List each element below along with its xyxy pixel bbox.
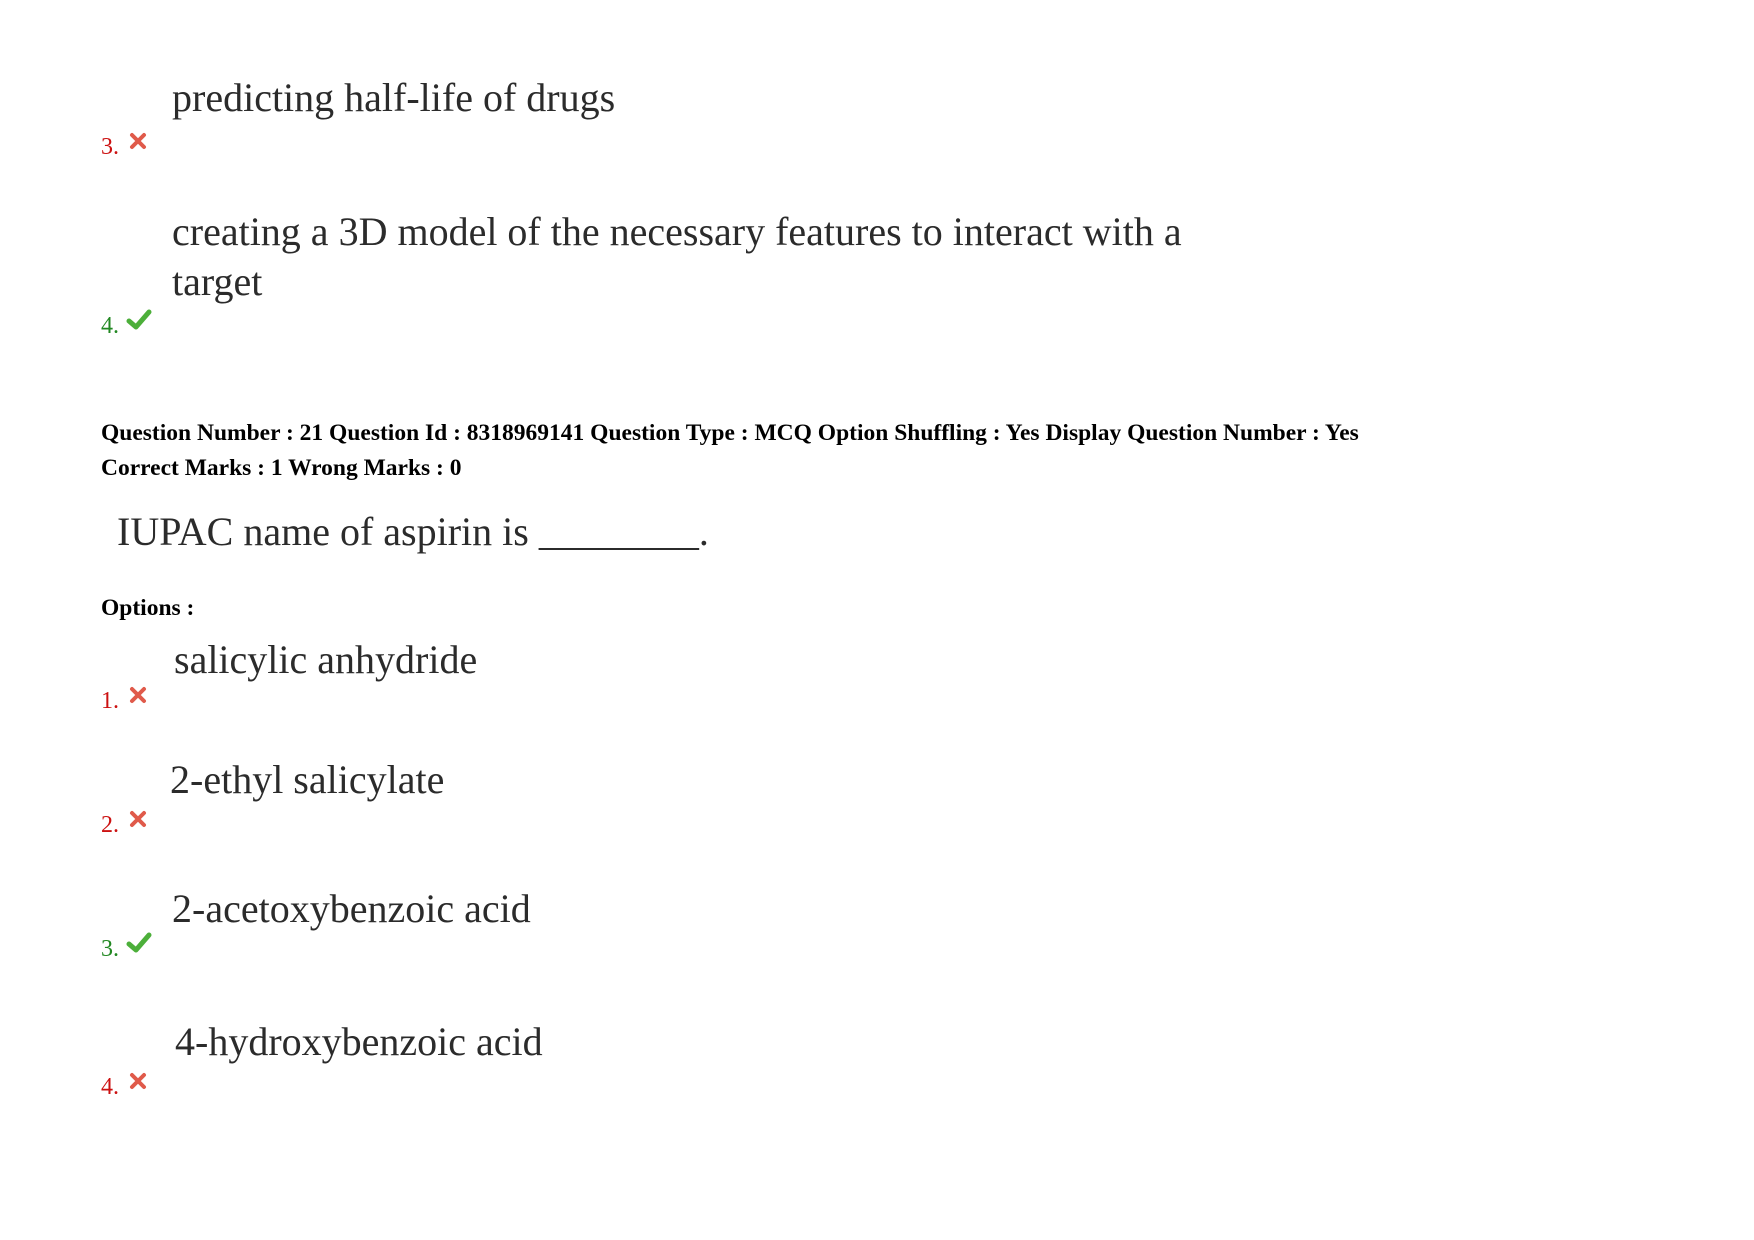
option-text: 2-ethyl salicylate <box>170 757 445 802</box>
question-text: IUPAC name of aspirin is ________. <box>117 509 709 554</box>
option-number: 3. <box>101 134 119 160</box>
option-number: 3. <box>101 936 119 962</box>
option-text: 4-hydroxybenzoic acid <box>175 1019 543 1064</box>
question-meta-line2: Correct Marks : 1 Wrong Marks : 0 <box>101 455 462 481</box>
option-number: 1. <box>101 688 119 714</box>
option-text: salicylic anhydride <box>174 637 478 682</box>
check-icon <box>126 932 152 959</box>
question-meta-line1: Question Number : 21 Question Id : 8318969141 Question Type : MCQ Option Shuffling : Yes Display Question Number : Yes <box>101 420 1359 446</box>
option-number: 4. <box>101 313 119 339</box>
option-text-line1: creating a 3D model of the necessary features to interact with a <box>172 209 1182 254</box>
cross-icon <box>129 132 147 155</box>
cross-icon <box>129 1072 147 1095</box>
options-label: Options : <box>101 595 195 621</box>
cross-icon <box>129 810 147 833</box>
cross-icon <box>129 686 147 709</box>
check-icon <box>126 309 152 336</box>
option-number: 4. <box>101 1074 119 1100</box>
option-text: 2-acetoxybenzoic acid <box>172 886 531 931</box>
option-text: predicting half-life of drugs <box>172 75 616 120</box>
option-text-line2: target <box>172 259 263 304</box>
option-number: 2. <box>101 812 119 838</box>
